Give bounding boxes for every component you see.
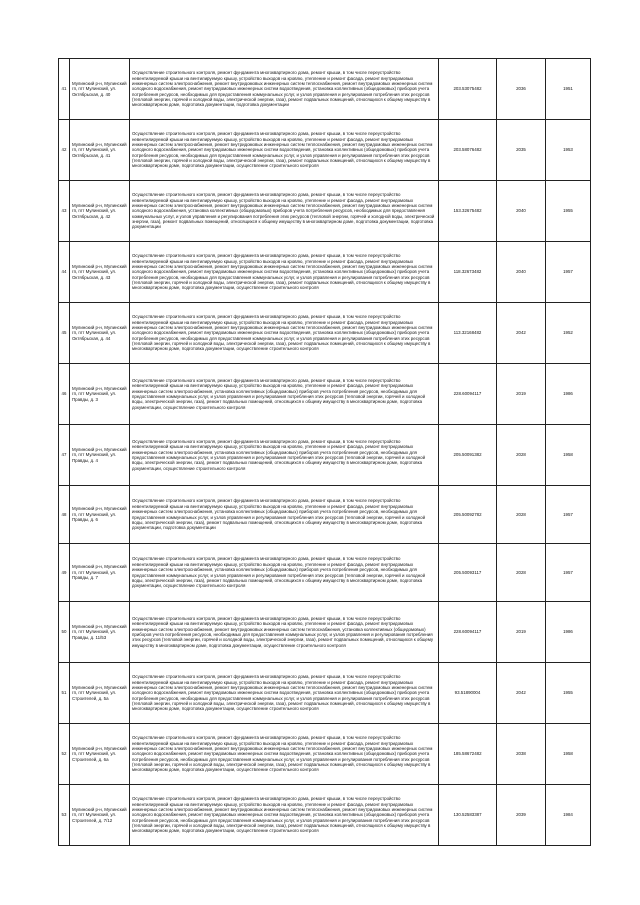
address-cell-text: Мулинский р-н, Мулинский гп, пгт Мулинский, ул. Правды, д. 6 [72, 506, 127, 523]
row-number-text: 41 [61, 86, 67, 92]
table-row [59, 663, 591, 724]
cost-cell [439, 486, 497, 544]
build-year-cell-text: 1953 [563, 147, 573, 153]
repair-year-cell [497, 242, 546, 303]
row-number [59, 120, 70, 181]
repair-year-cell-text: 2039 [516, 812, 526, 818]
cost-cell [439, 724, 497, 785]
build-year-cell [546, 486, 591, 544]
table-row [59, 785, 591, 846]
build-year-cell [546, 602, 591, 663]
table-row [59, 303, 591, 364]
cost-cell-text: 185.58672482 [453, 751, 482, 757]
address-cell [70, 120, 130, 181]
row-number-text: 48 [61, 511, 67, 517]
works-description-cell-text: Осуществление строительного контроля, ремонт фундамента многоквартирного дома, ремонт крыши, в том числе переустройство невентилируемой крыши на вентилируемую крышу, устройство выходов на кровлю, утепление и ремонт фасада, ремонт внутридомовых инженерных систем электроснабжения, ремонт внутридомовых инженерных систем теплоснабжения, установка коллективных (общедомовых) приборов учета потребления ресурсов, необходимых для предоставления коммунальных услуг, и узлов управления и регулирования потребления этих ресурсов (тепловой энергии, горячей и холодной воды, электрической энергии, газа), ремонт подвальных помещений, относящихся к общему имуществу в многоквартирном доме, подготовка документации, осуществление строительного контроля [132, 615, 434, 648]
table-row [59, 181, 591, 242]
works-description-cell-text: Осуществление строительного контроля, ремонт фундамента многоквартирного дома, ремонт крыши, в том числе переустройство невентилируемой крыши на вентилируемую крышу, устройство выходов на кровлю, утепление и ремонт фасада, ремонт внутридомовых инженерных систем электроснабжения, установка коллективных (общедомовых) приборов учета потребления ресурсов, необходимых для предоставления коммунальных услуг, и узлов управления и регулирования потребления этих ресурсов (тепловой энергии, горячей и холодной воды, электрической энергии, газа), ремонт подвальных помещений, относящихся к общему имуществу в многоквартирном доме, подготовка документации, осуществление строительного контроля [132, 438, 426, 471]
repair-year-cell [497, 602, 546, 663]
cost-cell [439, 602, 497, 663]
repair-year-cell-text: 2038 [516, 751, 526, 757]
capital-repair-table [58, 58, 591, 846]
cost-cell-text: 205.50093117 [453, 569, 482, 575]
row-number [59, 303, 70, 364]
cost-cell-text: 203.53075482 [453, 86, 482, 92]
works-description-cell [130, 602, 439, 663]
address-cell-text: Мулинский р-н, Мулинский гп, пгт Мулинский, ул. Правды, д. 4 [72, 446, 127, 463]
cost-cell [439, 425, 497, 486]
row-number [59, 785, 70, 846]
cost-cell-text: 228.60094117 [453, 391, 482, 397]
row-number [59, 544, 70, 602]
works-description-cell-text: Осуществление строительного контроля, ремонт фундамента многоквартирного дома, ремонт крыши, в том числе переустройство невентилируемой крыши на вентилируемую крышу, устройство выходов на кровлю, утепление и ремонт фасада, ремонт внутридомовых инженерных систем электроснабжения, ремонт внутридомовых инженерных систем теплоснабжения, ремонт внутридомовых инженерных систем холодного водоснабжения, ремонт внутридомовых инженерных систем водоотведения, установка коллективных (общедомовых) приборов учета потребления ресурсов, необходимых для предоставления коммунальных услуг, и узлов управления и регулирования потребления этих ресурсов (тепловой энергии, горячей и холодной воды, электрической энергии, газа), ремонт подвальных помещений, относящихся к общему имуществу в многоквартирном доме, подготовка документации, осуществление строительного контроля [132, 796, 433, 834]
row-number-text: 49 [61, 569, 67, 575]
repair-year-cell-text: 2028 [516, 569, 526, 575]
row-number-text: 47 [61, 452, 67, 458]
repair-year-cell-text: 2019 [516, 629, 526, 635]
repair-year-cell-text: 2035 [516, 147, 526, 153]
address-cell [70, 303, 130, 364]
address-cell-text: Мулинский р-н, Мулинский гп, пгт Мулинский, ул. Строителей, д. 7/12 [72, 806, 127, 823]
repair-year-cell-text: 2028 [516, 511, 526, 517]
build-year-cell-text: 1958 [563, 751, 573, 757]
repair-year-cell-text: 2040 [516, 208, 526, 214]
row-number-text: 51 [61, 690, 67, 696]
repair-year-cell [497, 785, 546, 846]
cost-cell [439, 364, 497, 425]
cost-cell [439, 544, 497, 602]
row-number-text: 52 [61, 751, 67, 757]
build-year-cell-text: 1951 [563, 86, 573, 92]
address-cell [70, 544, 130, 602]
cost-cell-text: 205.50091382 [453, 452, 482, 458]
table-row [59, 486, 591, 544]
repair-year-cell [497, 663, 546, 724]
address-cell [70, 425, 130, 486]
build-year-cell-text: 1955 [563, 208, 573, 214]
repair-year-cell-text: 2019 [516, 391, 526, 397]
address-cell-text: Мулинский р-н, Мулинский гп, пгт Мулинский, ул. Правды, д. 7 [72, 564, 127, 581]
build-year-cell [546, 120, 591, 181]
repair-year-cell-text: 2028 [516, 452, 526, 458]
build-year-cell [546, 242, 591, 303]
table-row [59, 544, 591, 602]
cost-cell-text: 130.52583387 [453, 812, 482, 818]
build-year-cell-text: 1957 [563, 511, 573, 517]
works-description-cell-text: Осуществление строительного контроля, ремонт фундамента многоквартирного дома, ремонт крыши, в том числе переустройство невентилируемой крыши на вентилируемую крышу, устройство выходов на кровлю, утепление и ремонт фасада, ремонт внутридомовых инженерных систем электроснабжения, ремонт внутридомовых инженерных систем теплоснабжения, ремонт внутридомовых инженерных систем холодного водоснабжения, установка коллективных (общедомовых) приборов учета потребления ресурсов, необходимых для предоставления коммунальных услуг, и узлов управления и регулирования потребления этих ресурсов (тепловой энергии, горячей и холодной воды, электрической энергии, газа), ремонт подвальных помещений, относящихся к общему имуществу в многоквартирном доме, подготовка документации, подготовка документации [132, 192, 435, 230]
repair-year-cell-text: 2036 [516, 86, 526, 92]
row-number-text: 43 [61, 208, 67, 214]
address-cell [70, 59, 130, 120]
works-description-cell [130, 663, 439, 724]
repair-year-cell [497, 544, 546, 602]
repair-year-cell [497, 181, 546, 242]
table-row [59, 120, 591, 181]
row-number [59, 364, 70, 425]
address-cell-text: Мулинский р-н, Мулинский гп, пгт Мулинский, ул. Октябрьская, д. 41 [72, 141, 127, 158]
address-cell [70, 364, 130, 425]
build-year-cell-text: 1958 [563, 452, 573, 458]
cost-cell-text: 118.32673482 [453, 269, 482, 275]
works-description-cell-text: Осуществление строительного контроля, ремонт фундамента многоквартирного дома, ремонт крыши, в том числе переустройство невентилируемой крыши на вентилируемую крышу, устройство выходов на кровлю, утепление и ремонт фасада, ремонт внутридомовых инженерных систем электроснабжения, ремонт внутридомовых инженерных систем теплоснабжения, ремонт внутридомовых инженерных систем холодного водоснабжения, ремонт внутридомовых инженерных систем водоотведения, установка коллективных (общедомовых) приборов учета потребления ресурсов, необходимых для предоставления коммунальных услуг, и узлов управления и регулирования потребления этих ресурсов (тепловой энергии, горячей и холодной воды, электрической энергии, газа), ремонт подвальных помещений, относящихся к общему имуществу в многоквартирном доме, подготовка документации, осуществление строительного контроля [132, 735, 433, 773]
row-number [59, 242, 70, 303]
works-description-cell-text: Осуществление строительного контроля, ремонт фундамента многоквартирного дома, ремонт крыши, в том числе переустройство невентилируемой крыши на вентилируемую крышу, устройство выходов на кровлю, утепление и ремонт фасада, ремонт внутридомовых инженерных систем электроснабжения, ремонт внутридомовых инженерных систем теплоснабжения, ремонт внутридомовых инженерных систем холодного водоснабжения, ремонт внутридомовых инженерных систем водоотведения, установка коллективных (общедомовых) приборов учета потребления ресурсов, необходимых для предоставления коммунальных услуг, и узлов управления и регулирования потребления этих ресурсов (тепловой энергии, горячей и холодной воды, электрической энергии, газа), ремонт подвальных помещений, относящихся к общему имуществу в многоквартирном доме, подготовка документации, осуществление строительного контроля [132, 131, 433, 169]
table-row [59, 59, 591, 120]
repair-year-cell-text: 2040 [516, 269, 526, 275]
repair-year-cell [497, 486, 546, 544]
address-cell-text: Мулинский р-н, Мулинский гп, пгт Мулинский, ул. Октябрьская, д. 42 [72, 202, 127, 219]
row-number [59, 181, 70, 242]
works-description-cell-text: Осуществление строительного контроля, ремонт фундамента многоквартирного дома, ремонт крыши, в том числе переустройство невентилируемой крыши на вентилируемую крышу, устройство выходов на кровлю, утепление и ремонт фасада, ремонт внутридомовых инженерных систем электроснабжения, ремонт внутридомовых инженерных систем теплоснабжения, ремонт внутридомовых инженерных систем холодного водоснабжения, ремонт внутридомовых инженерных систем водоотведения, установка коллективных (общедомовых) приборов учета потребления ресурсов, необходимых для предоставления коммунальных услуг, и узлов управления и регулирования потребления этих ресурсов (тепловой энергии, горячей и холодной воды, электрической энергии, газа), ремонт подвальных помещений, относящихся к общему имуществу в многоквартирном доме, подготовка документации, осуществление строительного контроля [132, 314, 433, 352]
build-year-cell [546, 364, 591, 425]
address-cell-text: Мулинский р-н, Мулинский гп, пгт Мулинский, ул. Строителей, д. 6а [72, 745, 127, 762]
build-year-cell [546, 59, 591, 120]
build-year-cell-text: 1955 [563, 690, 573, 696]
repair-year-cell [497, 364, 546, 425]
works-description-cell [130, 59, 439, 120]
row-number-text: 53 [61, 812, 67, 818]
table-body [59, 59, 591, 846]
cost-cell [439, 242, 497, 303]
cost-cell-text: 93.51890004 [454, 690, 481, 696]
build-year-cell-text: 1957 [563, 569, 573, 575]
cost-cell-text: 205.50092782 [453, 511, 482, 517]
address-cell [70, 486, 130, 544]
row-number [59, 602, 70, 663]
cost-cell [439, 303, 497, 364]
address-cell-text: Мулинский р-н, Мулинский гп, пгт Мулинский, ул. Октябрьская, д. 40 [72, 80, 127, 97]
build-year-cell [546, 785, 591, 846]
cost-cell [439, 663, 497, 724]
row-number [59, 724, 70, 785]
address-cell-text: Мулинский р-н, Мулинский гп, пгт Мулинский, ул. Строителей, д. 5а [72, 684, 127, 701]
table-row [59, 364, 591, 425]
build-year-cell [546, 303, 591, 364]
build-year-cell-text: 1984 [563, 812, 573, 818]
cost-cell-text: 228.60094117 [453, 629, 482, 635]
build-year-cell-text: 1986 [563, 629, 573, 635]
row-number-text: 45 [61, 330, 67, 336]
works-description-cell-text: Осуществление строительного контроля, ремонт фундамента многоквартирного дома, ремонт крыши, в том числе переустройство невентилируемой крыши на вентилируемую крышу, устройство выходов на кровлю, утепление и ремонт фасада, ремонт внутридомовых инженерных систем электроснабжения, установка коллективных (общедомовых) приборов учета потребления ресурсов, необходимых для предоставления коммунальных услуг, и узлов управления и регулирования потребления этих ресурсов (тепловой энергии, горячей и холодной воды, электрической энергии, газа), ремонт подвальных помещений, относящихся к общему имуществу в многоквартирном доме, подготовка документации, осуществление строительного контроля [132, 377, 426, 410]
build-year-cell-text: 1952 [563, 330, 573, 336]
works-description-cell [130, 785, 439, 846]
repair-year-cell [497, 59, 546, 120]
address-cell-text: Мулинский р-н, Мулинский гп, пгт Мулинский, ул. Октябрьская, д. 44 [72, 324, 127, 341]
works-description-cell-text: Осуществление строительного контроля, ремонт фундамента многоквартирного дома, ремонт крыши, в том числе переустройство невентилируемой крыши на вентилируемую крышу, устройство выходов на кровлю, утепление и ремонт фасада, ремонт внутридомовых инженерных систем электроснабжения, установка коллективных (общедомовых) приборов учета потребления ресурсов, необходимых для предоставления коммунальных услуг, и узлов управления и регулирования потребления этих ресурсов (тепловой энергии, горячей и холодной воды, электрической энергии, газа), ремонт подвальных помещений, относящихся к общему имуществу в многоквартирном доме, подготовка документации, осуществление строительного контроля [132, 556, 426, 589]
row-number-text: 44 [61, 269, 67, 275]
address-cell-text: Мулинский р-н, Мулинский гп, пгт Мулинский, ул. Октябрьская, д. 43 [72, 263, 127, 280]
cost-cell-text: 203.58076482 [453, 147, 482, 153]
row-number-text: 50 [61, 629, 67, 635]
build-year-cell [546, 544, 591, 602]
works-description-cell [130, 303, 439, 364]
works-description-cell [130, 181, 439, 242]
works-description-cell-text: Осуществление строительного контроля, ремонт фундамента многоквартирного дома, ремонт крыши, в том числе переустройство невентилируемой крыши на вентилируемую крышу, устройство выходов на кровлю, утепление и ремонт фасада, ремонт внутридомовых инженерных систем электроснабжения, ремонт внутридомовых инженерных систем теплоснабжения, ремонт внутридомовых инженерных систем холодного водоснабжения, ремонт внутридомовых инженерных систем водоотведения, установка коллективных (общедомовых) приборов учета потребления ресурсов, необходимых для предоставления коммунальных услуг, и узлов управления и регулирования потребления этих ресурсов (тепловой энергии, горячей и холодной воды, электрической энергии, газа), ремонт подвальных помещений, относящихся к общему имуществу в многоквартирном доме, подготовка документации, осуществление строительного контроля [132, 253, 433, 291]
works-description-cell [130, 486, 439, 544]
works-description-cell [130, 120, 439, 181]
row-number [59, 663, 70, 724]
address-cell [70, 602, 130, 663]
build-year-cell [546, 724, 591, 785]
address-cell [70, 785, 130, 846]
table-row [59, 242, 591, 303]
table-row [59, 425, 591, 486]
build-year-cell [546, 181, 591, 242]
works-description-cell-text: Осуществление строительного контроля, ремонт фундамента многоквартирного дома, ремонт крыши, в том числе переустройство невентилируемой крыши на вентилируемую крышу, устройство выходов на кровлю, утепление и ремонт фасада, ремонт внутридомовых инженерных систем электроснабжения, ремонт внутридомовых инженерных систем теплоснабжения, ремонт внутридомовых инженерных систем холодного водоснабжения, ремонт внутридомовых инженерных систем водоотведения, установка коллективных (общедомовых) приборов учета потребления ресурсов, необходимых для предоставления коммунальных услуг, и узлов управления и регулирования потребления этих ресурсов (тепловой энергии, горячей и холодной воды, электрической энергии, газа), ремонт подвальных помещений, относящихся к общему имуществу в многоквартирном доме, подготовка документации, осуществление строительного контроля [132, 674, 433, 712]
repair-year-cell [497, 303, 546, 364]
cost-cell [439, 181, 497, 242]
address-cell [70, 663, 130, 724]
repair-year-cell-text: 2042 [516, 330, 526, 336]
address-cell [70, 181, 130, 242]
table-row [59, 724, 591, 785]
cost-cell [439, 785, 497, 846]
repair-year-cell [497, 120, 546, 181]
cost-cell [439, 120, 497, 181]
build-year-cell-text: 1957 [563, 269, 573, 275]
repair-year-cell-text: 2042 [516, 690, 526, 696]
cost-cell-text: 153.32675482 [453, 208, 482, 214]
build-year-cell [546, 425, 591, 486]
works-description-cell-text: Осуществление строительного контроля, ремонт фундамента многоквартирного дома, ремонт крыши, в том числе переустройство невентилируемой крыши на вентилируемую крышу, устройство выходов на кровлю, утепление и ремонт фасада, ремонт внутридомовых инженерных систем электроснабжения, ремонт внутридомовых инженерных систем теплоснабжения, ремонт внутридомовых инженерных систем холодного водоснабжения, ремонт внутридомовых инженерных систем водоотведения, установка коллективных (общедомовых) приборов учета потребления ресурсов, необходимых для предоставления коммунальных услуг, и узлов управления и регулирования потребления этих ресурсов (тепловой энергии, горячей и холодной воды, электрической энергии, газа), ремонт подвальных помещений, относящихся к общему имуществу в многоквартирном доме, подготовка документации, подготовка документации [132, 70, 433, 108]
row-number-text: 42 [61, 147, 67, 153]
works-description-cell [130, 425, 439, 486]
works-description-cell-text: Осуществление строительного контроля, ремонт фундамента многоквартирного дома, ремонт крыши, в том числе переустройство невентилируемой крыши на вентилируемую крышу, устройство выходов на кровлю, утепление и ремонт фасада, ремонт внутридомовых инженерных систем электроснабжения, установка коллективных (общедомовых) приборов учета потребления ресурсов, необходимых для предоставления коммунальных услуг, и узлов управления и регулирования потребления этих ресурсов (тепловой энергии, горячей и холодной воды, электрической энергии, газа), ремонт подвальных помещений, относящихся к общему имуществу в многоквартирном доме, подготовка документации, подготовка документации [132, 498, 426, 531]
row-number [59, 486, 70, 544]
row-number-text: 46 [61, 391, 67, 397]
table-row [59, 602, 591, 663]
works-description-cell [130, 724, 439, 785]
address-cell [70, 242, 130, 303]
cost-cell-text: 113.32168482 [453, 330, 482, 336]
row-number [59, 59, 70, 120]
works-description-cell [130, 364, 439, 425]
build-year-cell-text: 1986 [563, 391, 573, 397]
row-number [59, 425, 70, 486]
address-cell-text: Мулинский р-н, Мулинский гп, пгт Мулинский, ул. Правды, д. 3 [72, 385, 127, 402]
cost-cell [439, 59, 497, 120]
address-cell [70, 724, 130, 785]
build-year-cell [546, 663, 591, 724]
works-description-cell [130, 242, 439, 303]
repair-year-cell [497, 724, 546, 785]
repair-year-cell [497, 425, 546, 486]
address-cell-text: Мулинский р-н, Мулинский гп, пгт Мулинский, ул. Правды, д. 11/53 [72, 623, 127, 640]
works-description-cell [130, 544, 439, 602]
